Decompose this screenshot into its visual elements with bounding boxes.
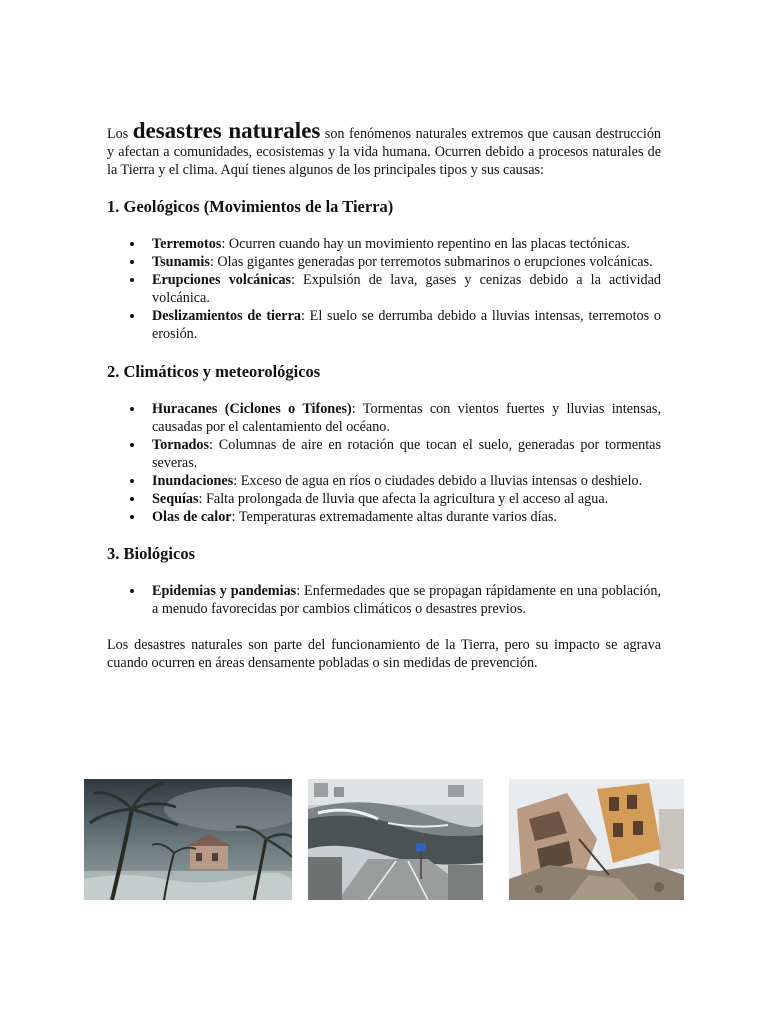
item-text: : Tormentas con vientos fuertes y lluvias intensas, causadas por el calentamiento del océano. — [152, 401, 661, 435]
document-body — [107, 118, 662, 672]
section-heading-biologicos: 3. Biológicos — [107, 544, 196, 563]
list-item — [152, 400, 661, 436]
item-text: : Exceso de agua en ríos o ciudades debido a lluvias intensas o deshielo. — [233, 473, 643, 489]
item-text: : Ocurren cuando hay un movimiento repentino en las placas tectónicas. — [221, 236, 630, 252]
list-biologicos — [107, 582, 661, 618]
list-item — [152, 472, 661, 490]
list-item — [152, 490, 661, 508]
intro-emphasis: desastres naturales — [132, 118, 321, 143]
item-text: : Temperaturas extremadamente altas durante varios días. — [231, 509, 557, 525]
list-geologicos — [107, 235, 661, 343]
item-term: Olas de calor — [152, 509, 232, 525]
item-term: Terremotos — [152, 236, 222, 252]
item-term: Inundaciones — [152, 473, 234, 489]
list-item — [152, 436, 661, 472]
section-heading-geologicos: 1. Geológicos (Movimientos de la Tierra) — [107, 197, 394, 216]
list-item — [152, 253, 661, 271]
list-item — [152, 582, 661, 618]
item-text: : Olas gigantes generadas por terremotos submarinos o erupciones volcánicas. — [209, 254, 653, 270]
earthquake-photo — [509, 779, 684, 900]
intro-lead: Los — [107, 126, 133, 142]
list-climaticos — [107, 400, 661, 526]
item-text: : Expulsión de lava, gases y cenizas debido a la actividad volcánica. — [152, 272, 661, 306]
section-heading-climaticos: 2. Climáticos y meteorológicos — [107, 362, 321, 381]
item-term: Erupciones volcánicas — [152, 272, 291, 288]
list-item — [152, 508, 661, 526]
intro-paragraph — [107, 118, 662, 179]
item-text: : Falta prolongada de lluvia que afecta la agricultura y el acceso al agua. — [198, 491, 609, 507]
item-term: Tornados — [152, 437, 210, 453]
item-text: : El suelo se derrumba debido a lluvias intensas, terremotos o erosión. — [152, 308, 661, 342]
list-item — [152, 271, 661, 307]
tsunami-photo — [308, 779, 483, 900]
item-term: Deslizamientos de tierra — [152, 308, 301, 324]
item-term: Huracanes (Ciclones o Tifones) — [152, 401, 352, 417]
item-text: : Enfermedades que se propagan rápidamente en una población, a menudo favorecidas por cambios climáticos o desastres previos. — [152, 583, 662, 617]
item-term: Sequías — [152, 491, 199, 507]
item-text: : Columnas de aire en rotación que tocan el suelo, generadas por tormentas severas. — [152, 437, 661, 471]
item-term: Epidemias y pandemias — [152, 583, 297, 599]
item-term: Tsunamis — [152, 254, 210, 270]
list-item — [152, 235, 661, 253]
closing-paragraph: Los desastres naturales son parte del funcionamiento de la Tierra, pero su impacto se agrava cuando ocurren en áreas densamente pobladas o sin medidas de prevención. — [107, 637, 661, 671]
hurricane-photo — [84, 779, 292, 900]
intro-rest: son fenómenos naturales extremos que causan destrucción y afectan a comunidades, ecosistemas y la vida humana. Ocurren debido a procesos naturales de la Tierra y el clima. Aquí tienes algunos de los principales tipos y sus causas: — [107, 126, 662, 178]
list-item — [152, 307, 661, 343]
